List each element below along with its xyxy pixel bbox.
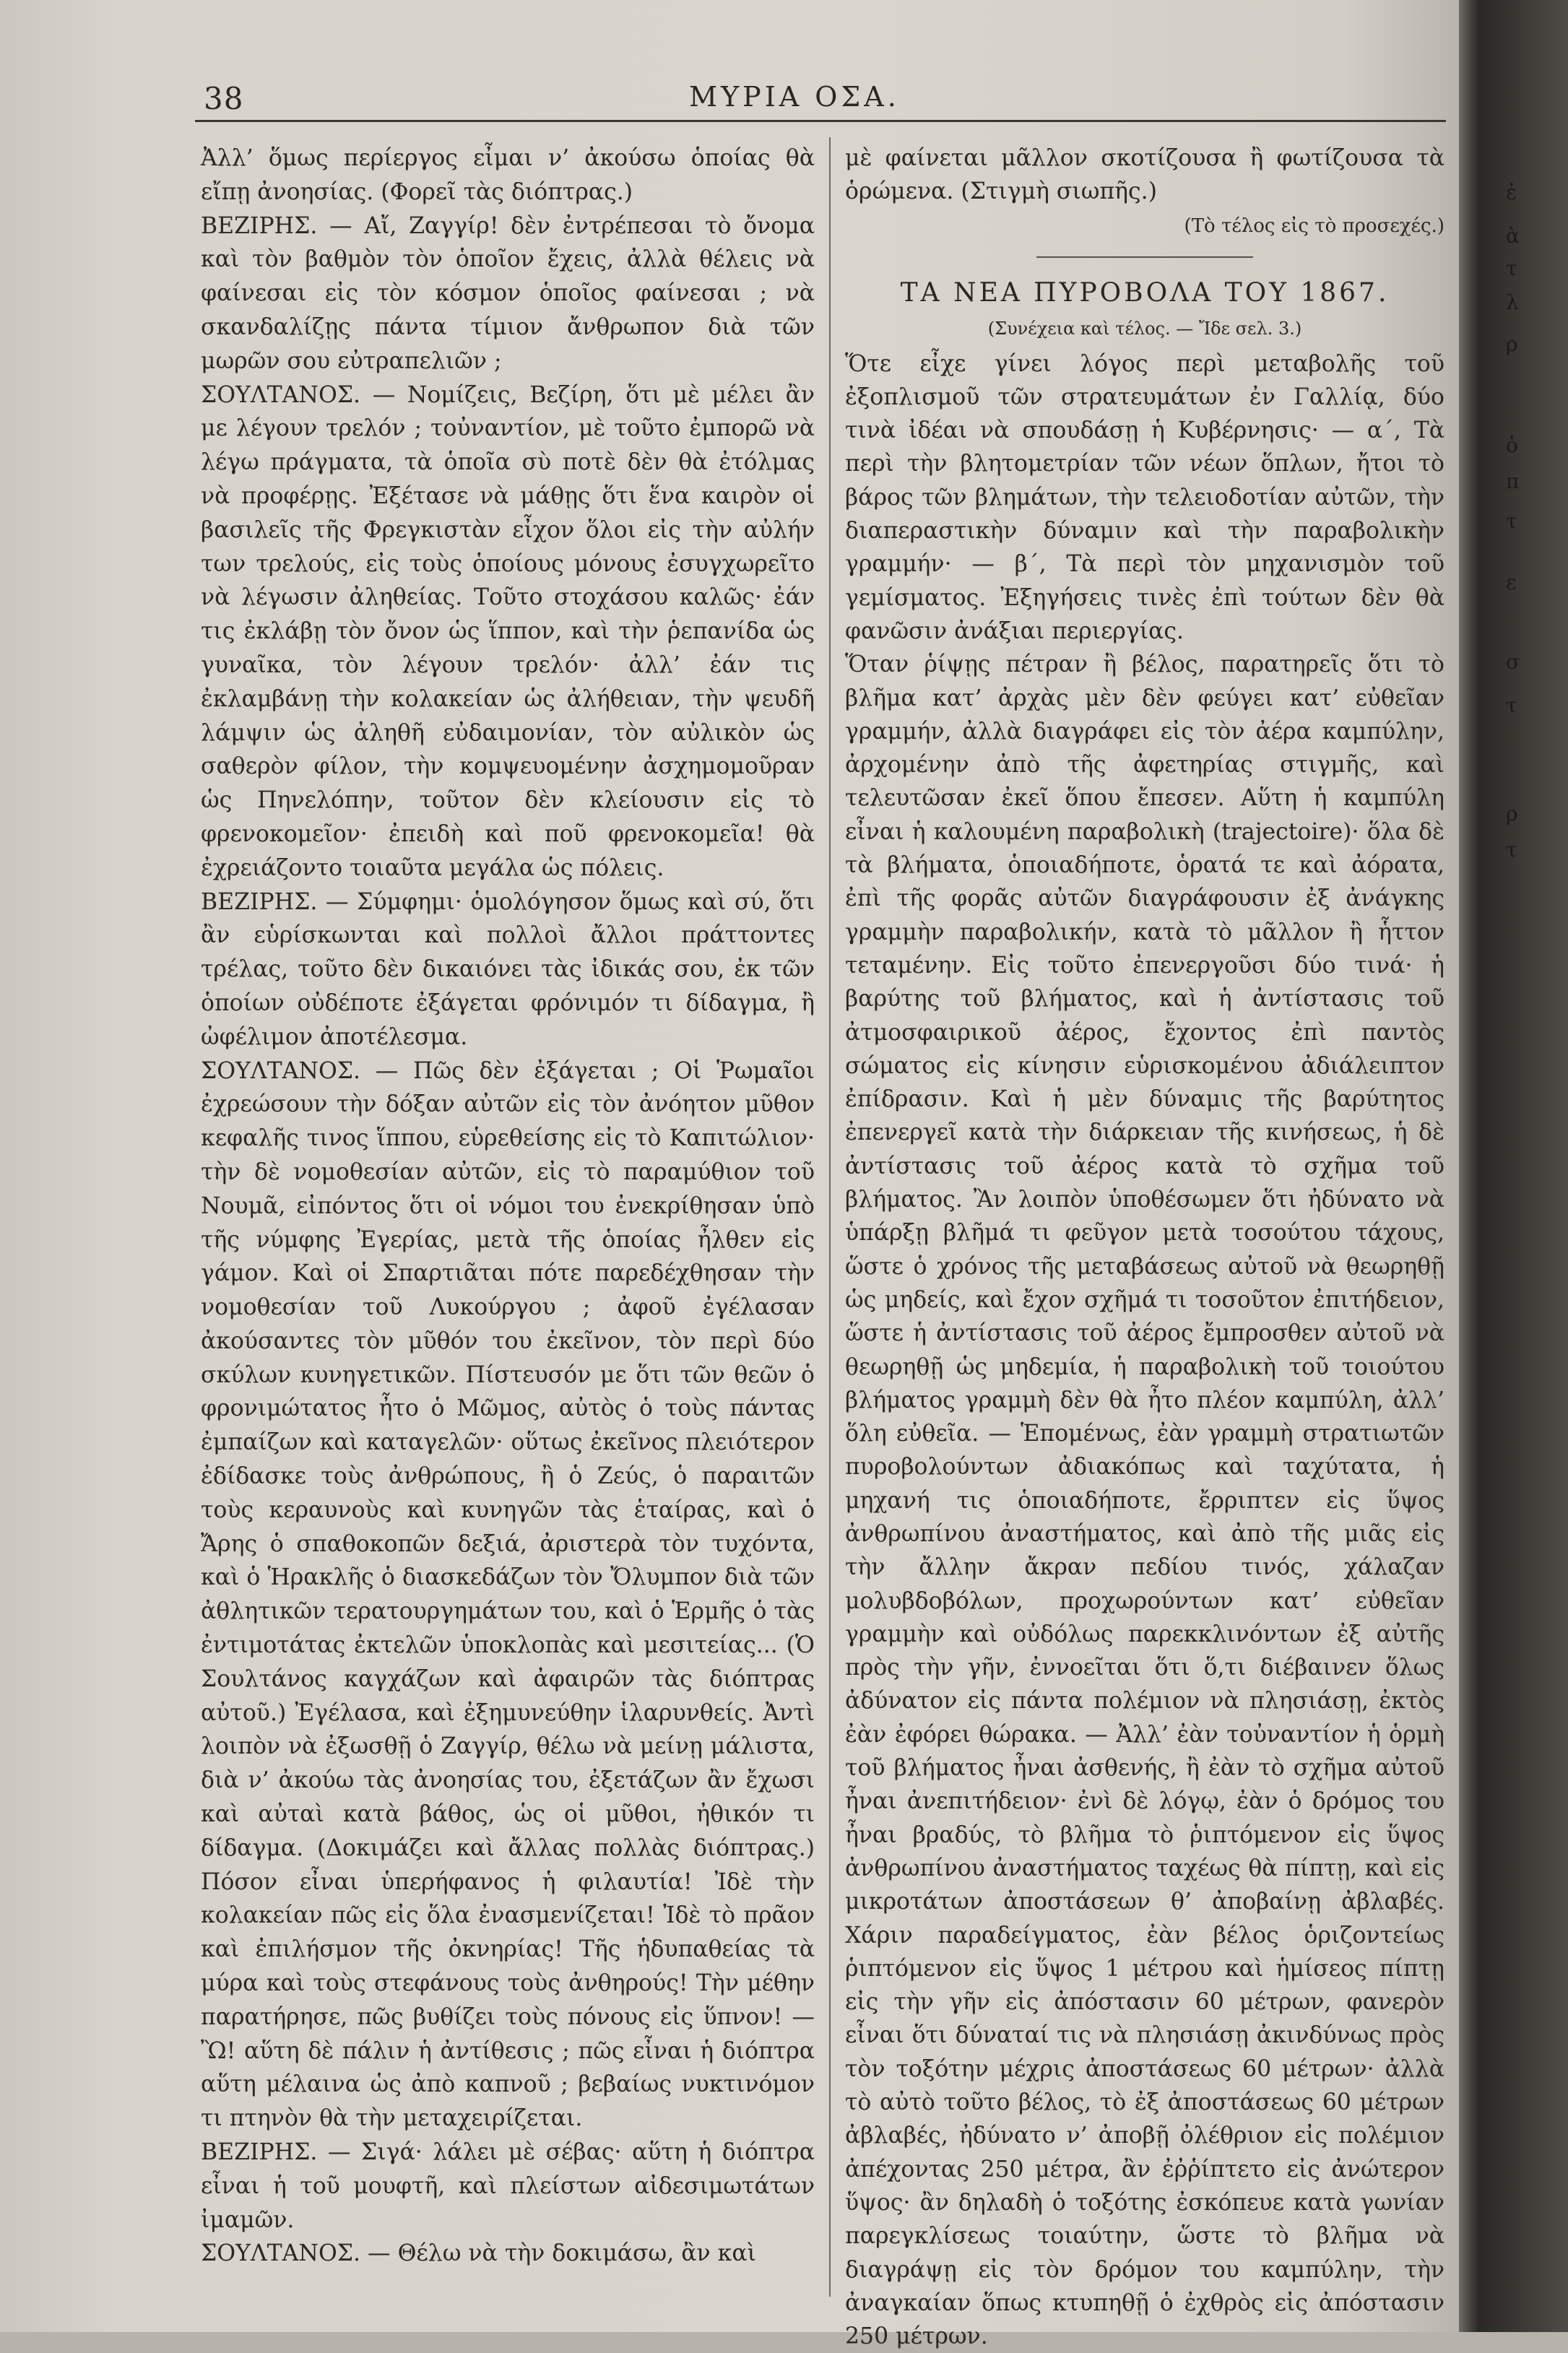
section-rule bbox=[1036, 256, 1253, 258]
paragraph: ΣΟΥΛΤΑΝΟΣ. — Πῶς δὲν ἐξάγεται ; Οἱ Ῥωμαῖοι ἐχρεώσουν τὴν δόξαν αὐτῶν εἰς τὸν ἀνόητον μῦθον κεφαλῆς τινος ἵππου, εὑρεθείσης εἰς τὸ Καπιτώλιον· τὴν δὲ νομοθεσίαν αὐτῶν, εἰς τὸ παραμύθιον τοῦ Νουμᾶ, εἰπόντος ὅτι οἱ νόμοι του ἐνεκρίθησαν ὑπὸ τῆς νύμφης Ἐγερίας, μετὰ τῆς ὁποίας ἦλθεν εἰς γάμον. Καὶ οἱ Σπαρτιᾶται πότε παρεδέχθησαν τὴν νομοθεσίαν τοῦ Λυκούργου ; ἀφοῦ ἐγέλασαν ἀκούσαντες τὸν μῦθόν του ἐκεῖνον, τὸν περὶ δύο σκύλων κυνηγετικῶν. Πίστευσόν με ὅτι τῶν θεῶν ὁ φρονιμώτατος ἦτο ὁ Μῶμος, αὐτὸς ὁ τοὺς πάντας ἐμπαίζων καὶ καταγελῶν· οὕτως ἐκεῖνος πλειότερον ἐδίδασκε τοὺς ἀνθρώπους, ἢ ὁ Ζεύς, ὁ παραιτῶν τοὺς κεραυνοὺς καὶ κυνηγῶν τὰς ἑταίρας, καὶ ὁ Ἄρης ὁ σπαθοκοπῶν δεξιά, ἀριστερὰ τὸν τυχόντα, καὶ ὁ Ἡρακλῆς ὁ διασκεδάζων τὸν Ὄλυμπον διὰ τῶν ἀθλητικῶν τερατουργημάτων του, καὶ ὁ Ἑρμῆς ὁ τὰς ἐντιμοτάτας ἐκτελῶν ὑποκλοπὰς καὶ μεσιτείας... (Ὁ Σουλτάνος καγχάζων καὶ ἀφαιρῶν τὰς διόπτρας αὐτοῦ.) Ἐγέλασα, καὶ ἐξημυνεύθην ἱλαρυνθείς. Ἀντὶ λοιπὸν νὰ ἐξωσθῇ ὁ Ζαγγίρ, θέλω νὰ μείνῃ μάλιστα, διὰ ν’ ἀκούω τὰς ἀνοησίας του, ἐξετάζων ἂν ἔχωσι καὶ αὐταὶ κατὰ βάθος, ὡς οἱ μῦθοι, ἠθικόν τι δίδαγμα. (Δοκιμάζει καὶ ἄλλας πολλὰς διόπτρας.) Πόσον εἶναι ὑπερήφανος ἡ φιλαυτία! Ἰδὲ τὴν κολακείαν πῶς εἰς ὅλα ἐνασμενίζεται! Ἰδὲ τὸ πρᾶον καὶ ἐπιλήσμον τῆς ὀκνηρίας! Τῆς ἡδυπαθείας τὰ μύρα καὶ τοὺς στεφάνους τοὺς ἀνθηρούς! Τὴν μέθην παρατήρησε, πῶς βυθίζει τοὺς πόνους εἰς ὕπνον! — Ὢ! αὕτη δὲ πάλιν ἡ ἀντίθεσις ; πῶς εἶναι ἡ διόπτρα αὕτη μέλαινα ὡς ἀπὸ καπνοῦ ; βεβαίως νυκτινόμον τι πτηνὸν θὰ τὴν μεταχειρίζεται. bbox=[201, 1057, 815, 2132]
article-subtitle: (Συνέχεια καὶ τέλος. — Ἴδε σελ. 3.) bbox=[987, 318, 1302, 339]
edge-letter: ὁ bbox=[1506, 433, 1518, 457]
edge-letter: ὰ bbox=[1506, 224, 1520, 248]
edge-letter: τ bbox=[1506, 256, 1517, 280]
article-title: ΤΑ ΝΕΑ ΠΥΡΟΒΟΛΑ ΤΟΥ 1867. bbox=[900, 277, 1390, 308]
edge-letter: ρ bbox=[1506, 332, 1518, 356]
edge-letter: λ bbox=[1506, 290, 1519, 314]
page-number: 38 bbox=[204, 81, 244, 116]
edge-letter: τ bbox=[1506, 509, 1517, 533]
paragraph: Ὅτε εἶχε γίνει λόγος περὶ μεταβολῆς τοῦ ἐξοπλισμοῦ τῶν στρατευμάτων ἐν Γαλλίᾳ, δύο τινὰ ἰδέαι νὰ σπουδάσῃ ἡ Κυβέρνησις· — α΄, Τὰ περὶ τὴν βλητομετρίαν τῶν νέων ὅπλων, ἤτοι τὸ βάρος τῶν βλημάτων, τὴν τελειοδοτίαν αὐτῶν, τὴν διαπεραστικὴν δύναμιν καὶ τὴν παραβολικὴν γραμμήν· — β΄, Τὰ περὶ τὸν μηχανισμὸν τοῦ γεμίσματος. Ἐξηγήσεις τινὲς ἐπὶ τούτων δὲν θὰ φανῶσιν ἀνάξιαι περιεργίας. bbox=[845, 350, 1444, 644]
edge-letter: ἐ bbox=[1506, 181, 1517, 204]
column-divider bbox=[829, 137, 831, 2297]
header-rule bbox=[195, 120, 1446, 122]
paragraph: ΒΕΖΙΡΗΣ. — Σύμφημι· ὁμολόγησον ὅμως καὶ σύ, ὅτι ἂν εὑρίσκωνται καὶ πολλοὶ ἄλλοι πράττοντες τρέλας, τοῦτο δὲν δικαιόνει τὰς ἰδικάς σου, ἐκ τῶν ὁποίων οὐδέποτε ἐξάγεται φρόνιμόν τι δίδαγμα, ἢ ὠφέλιμον ἀποτέλεσμα. bbox=[201, 888, 815, 1050]
continuation-paragraph: μὲ φαίνεται μᾶλλον σκοτίζουσα ἢ φωτίζουσα τὰ ὁρώμενα. (Στιγμὴ σιωπῆς.) bbox=[845, 145, 1444, 205]
paragraph: ΒΕΖΙΡΗΣ. — Σιγά· λάλει μὲ σέβας· αὕτη ἡ διόπτρα εἶναι ἡ τοῦ μουφτῆ, καὶ πλείστων αἰδεσιμωτάτων ἰμαμῶν. bbox=[201, 2139, 815, 2233]
end-note: (Τὸ τέλος εἰς τὸ προσεχές.) bbox=[1184, 214, 1444, 237]
edge-letter: τ bbox=[1506, 838, 1517, 862]
left-column bbox=[201, 142, 815, 2271]
edge-letter: τ bbox=[1506, 693, 1517, 717]
paragraph: ΣΟΥΛΤΑΝΟΣ. — Νομίζεις, Βεζίρη, ὅτι μὲ μέλει ἂν με λέγουν τρελόν ; τοὐναντίον, μὲ τοῦτο ἐμπορῶ νὰ λέγω πράγματα, τὰ ὁποῖα σὺ ποτὲ δὲν θὰ ἐτόλμας νὰ προφέρῃς. Ἐξέτασε νὰ μάθῃς ὅτι ἕνα καιρὸν οἱ βασιλεῖς τῆς Φρεγκιστὰν εἶχον ὅλοι εἰς τὴν αὐλήν των τρελούς, εἰς τοὺς ὁποίους μόνους ἐσυγχωρεῖτο νὰ λέγωσιν ἀληθείας. Τοῦτο στοχάσου καλῶς· ἐάν τις ἐκλάβῃ τὸν ὄνον ὡς ἵππον, καὶ τὴν ῥεπανίδα ὡς γυναῖκα, τὸν λέγουν τρελόν· ἀλλ’ ἐάν τις ἐκλαμβάνῃ τὴν κολακείαν ὡς ἀλήθειαν, τὴν ψευδῆ λάμψιν ὡς ἀληθῆ εὐδαιμονίαν, τὸν αὐλικὸν ὡς σαθερὸν φίλον, τὴν κομψευομένην ἀσχημομοῦραν ὡς Πηνελόπην, τοῦτον δὲν κλείουσιν εἰς τὸ φρενοκομεῖον· ἐπειδὴ καὶ ποῦ φρενοκομεῖα! θὰ ἐχρειάζοντο τοιαῦτα μεγάλα ὡς πόλεις. bbox=[201, 381, 815, 881]
right-column bbox=[845, 142, 1444, 2353]
edge-letter: π bbox=[1506, 469, 1520, 493]
paragraph: ΒΕΖΙΡΗΣ. — Αἴ, Ζαγγίρ! δὲν ἐντρέπεσαι τὸ ὄνομα καὶ τὸν βαθμὸν τὸν ὁποῖον ἔχεις, ἀλλὰ θέλεις νὰ φαίνεσαι εἰς τὸν κόσμον ὁποῖος φαίνεσαι ; νὰ σκανδαλίζῃς πάντα τίμιον ἄνθρωπον διὰ τῶν μωρῶν σου εὐτραπελιῶν ; bbox=[201, 212, 815, 374]
edge-letter: ρ bbox=[1506, 802, 1518, 826]
edge-letter: σ bbox=[1506, 650, 1520, 674]
paragraph: Ὅταν ῥίψῃς πέτραν ἢ βέλος, παρατηρεῖς ὅτι τὸ βλῆμα κατ’ ἀρχὰς μὲν δὲν φεύγει κατ’ εὐθεῖαν γραμμήν, ἀλλὰ διαγράφει εἰς τὸν ἀέρα καμπύλην, ἀρχομένην ἀπὸ τῆς ἀφετηρίας στιγμῆς, καὶ τελευτῶσαν ἐκεῖ ὅπου ἔπεσεν. Αὕτη ἡ καμπύλη εἶναι ἡ καλουμένη παραβολικὴ (trajectoire)· ὅλα δὲ τὰ βλήματα, ὁποιαδήποτε, ὁρατά τε καὶ ἀόρατα, ἐπὶ τῆς φορᾶς αὐτῶν διαγράφουσιν ἐξ ἀνάγκης γραμμὴν παραβολικήν, κατὰ τὸ μᾶλλον ἢ ἧττον τεταμένην. Εἰς τοῦτο ἐπενεργοῦσι δύο τινά· ἡ βαρύτης τοῦ βλήματος, καὶ ἡ ἀντίστασις τοῦ ἀτμοσφαιρικοῦ ἀέρος, ἔχοντος ἐπὶ παντὸς σώματος εἰς κίνησιν εὑρισκομένου ἀδιάλειπτον ἐπίδρασιν. Καὶ ἡ μὲν δύναμις τῆς βαρύτητος ἐπενεργεῖ κατὰ τὴν διάρκειαν τῆς κινήσεως, ἡ δὲ ἀντίστασις τοῦ ἀέρος κατὰ τὸ σχῆμα τοῦ βλήματος. Ἂν λοιπὸν ὑποθέσωμεν ὅτι ἠδύνατο νὰ ὑπάρξῃ βλῆμά τι φεῦγον μετὰ τοσούτου τάχους, ὥστε ὁ χρόνος τῆς μεταβάσεως αὐτοῦ νὰ θεωρηθῇ ὡς μηδείς, καὶ ἔχον σχῆμά τι τοσοῦτον ἐπιτήδειον, ὥστε ἡ ἀντίστασις τοῦ ἀέρος ἔμπροσθεν αὐτοῦ νὰ θεωρηθῇ ὡς μηδεμία, ἡ παραβολικὴ τοῦ τοιούτου βλήματος γραμμὴ δὲν θὰ ἦτο πλέον καμπύλη, ἀλλ’ ὅλη εὐθεῖα. — Ἑπομένως, ἐὰν γραμμὴ στρατιωτῶν πυροβολούντων ἀδιακόπως καὶ ταχύτατα, ἡ μηχανή τις ὁποιαδήποτε, ἔρριπτεν εἰς ὕψος ἀνθρωπίνου ἀναστήματος, καὶ ἀπὸ τῆς μιᾶς εἰς τὴν ἄλλην ἄκραν πεδίου τινός, χάλαζαν μολυβδοβόλων, προχωρούντων κατ’ εὐθεῖαν γραμμὴν καὶ οὐδόλως παρεκκλινόντων ἐξ αὐτῆς πρὸς τὴν γῆν, ἐννοεῖται ὅτι ὅ,τι διέβαινεν ὅλως ἀδύνατον εἰς πάντα πολέμιον νὰ πλησιάσῃ, ἐκτὸς ἐὰν ἐφόρει θώρακα. — Ἀλλ’ ἐὰν τοὐναντίον ἡ ὁρμὴ τοῦ βλήματος ἦναι ἀσθενής, ἢ ἐὰν τὸ σχῆμα αὐτοῦ ἦναι ἀνεπιτήδειον· ἐνὶ δὲ λόγῳ, ἐὰν ὁ δρόμος του ἦναι βραδύς, τὸ βλῆμα τὸ ῥιπτόμενον εἰς ὕψος ἀνθρωπίνου ἀναστήματος ταχέως θὰ πίπτῃ, καὶ εἰς μικροτάτων ἀποστάσεων θ’ ἀποβαίνῃ ἀβλαβές. Χάριν παραδείγματος, ἐὰν βέλος ὁριζοντείως ῥιπτόμενον εἰς ὕψος 1 μέτρου καὶ ἡμίσεος πίπτῃ εἰς τὴν γῆν εἰς ἀπόστασιν 60 μέτρων, φανερὸν εἶναι ὅτι δύναταί τις νὰ πλησιάσῃ ἀκινδύνως πρὸς τὸν τοξότην μέχρις ἀποστάσεως 60 μέτρων· ἀλλὰ τὸ αὐτὸ τοῦτο βέλος, τὸ ἐξ ἀποστάσεως 60 μέτρων ἀβλαβές, ἠδύνατο ν’ ἀποβῇ ὀλέθριον εἰς πολέμιον ἀπέχοντας 250 μέτρα, ἂν ἐῤῥίπτετο εἰς ἀνώτερον ὕψος· ἂν δηλαδὴ ὁ τοξότης ἐσκόπευε κατὰ γωνίαν παρεγκλίσεως τοιαύτην, ὥστε τὸ βλῆμα νὰ διαγράψῃ εἰς τὸν δρόμον του καμπύλην, τὴν ἀναγκαίαν ὅπως κτυπηθῇ ὁ ἐχθρὸς εἰς ἀπόστασιν 250 μέτρων. bbox=[845, 651, 1444, 2350]
paragraph: ΣΟΥΛΤΑΝΟΣ. — Θέλω νὰ τὴν δοκιμάσω, ἂν καὶ bbox=[201, 2240, 756, 2267]
running-head: ΜΥΡΙΑ ΟΣΑ. bbox=[689, 81, 900, 113]
paragraph: Ἀλλ’ ὅμως περίεργος εἶμαι ν’ ἀκούσω ὁποίας θὰ εἴπῃ ἀνοησίας. (Φορεῖ τὰς διόπτρας.) bbox=[201, 145, 815, 205]
edge-letter: ε bbox=[1506, 571, 1517, 594]
